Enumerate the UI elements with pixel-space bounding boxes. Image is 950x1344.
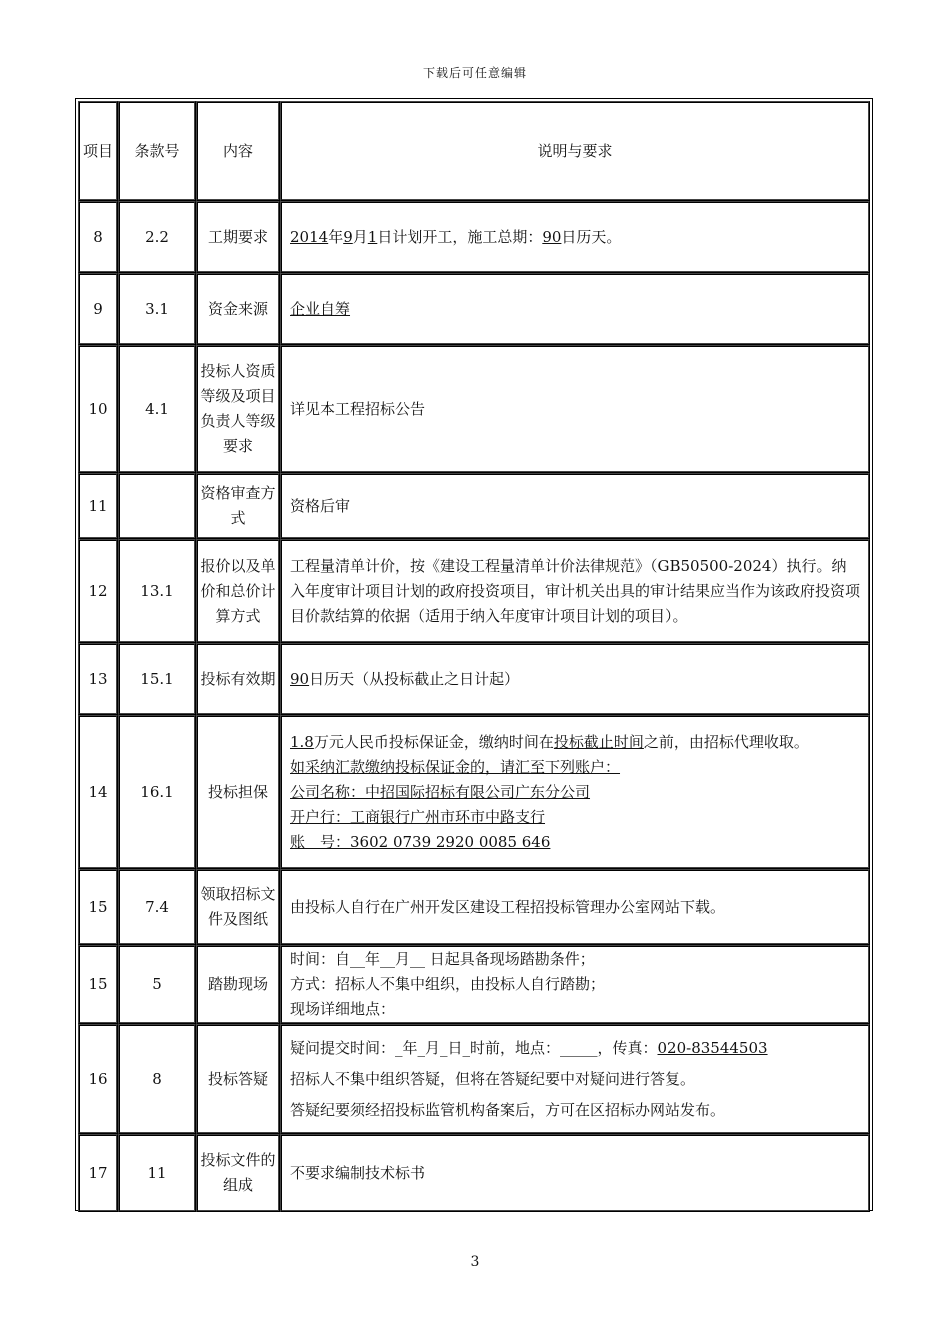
row-clause: 3.1 xyxy=(118,273,196,345)
row-clause: 13.1 xyxy=(118,539,196,643)
text-year: 年 xyxy=(328,227,344,246)
header-item xyxy=(78,101,118,201)
table-row xyxy=(78,715,870,869)
header-content: 内容 xyxy=(196,101,280,201)
page-header: 下载后可任意编辑 xyxy=(422,66,527,80)
table-row xyxy=(78,1134,870,1212)
survey-time: 时间：自__年__月__ 日起具备现场踏勘条件； xyxy=(290,950,595,968)
answer-method: 招标人不集中组织答疑，但将在答疑纪要中对疑问进行答复。 xyxy=(290,1069,696,1088)
validity-days: 90 xyxy=(290,669,310,688)
validity-text: 日历天（从投标截止之日计起） xyxy=(309,669,520,688)
row-item: 16 xyxy=(78,1024,118,1134)
table-row xyxy=(78,869,870,945)
row-clause: 7.4 xyxy=(118,869,196,945)
fax-number: 020-83544503 xyxy=(657,1038,768,1057)
question-submit-line xyxy=(290,1036,860,1061)
row-content: 投标答疑 xyxy=(196,1024,280,1134)
total-days: 90 xyxy=(542,227,562,246)
table-row xyxy=(78,1024,870,1134)
bank-name: 开户行：工商银行广州市环市中路支行 xyxy=(290,807,546,826)
row-item: 10 xyxy=(78,345,118,473)
page-number: 3 xyxy=(470,1254,480,1270)
row-clause: 15.1 xyxy=(118,643,196,715)
row-item: 14 xyxy=(78,715,118,869)
header-clause: 条款号 xyxy=(118,101,196,201)
guarantee-amount: 1.8 xyxy=(290,732,314,751)
table-header-row xyxy=(78,101,870,201)
guarantee-line xyxy=(290,730,860,755)
row-clause: 16.1 xyxy=(118,715,196,869)
bid-info-table-frame xyxy=(75,98,873,1211)
header-desc: 说明与要求 xyxy=(280,101,870,201)
deadline-text: 投标截止时间 xyxy=(553,732,644,751)
row-desc: 详见本工程招标公告 xyxy=(280,345,870,473)
account-number: 账 号：3602 0739 2920 0085 646 xyxy=(290,832,551,851)
survey-location: 现场详细地点： xyxy=(290,1000,396,1018)
table-row xyxy=(78,345,870,473)
row-content: 报价以及单价和总价计算方式 xyxy=(196,539,280,643)
row-item: 13 xyxy=(78,643,118,715)
row-clause: 2.2 xyxy=(118,201,196,273)
company-name: 公司名称：中招国际招标有限公司广东分公司 xyxy=(290,782,591,801)
row-desc: 工程量清单计价，按《建设工程量清单计价法律规范》（GB50500-2024）执行。纳入年度审计项目计划的政府投资项目，审计机关出具的审计结果应当作为该政府投资项目价款结算的依据（适用于纳入年度审计项目计划的项目）。 xyxy=(280,539,870,643)
row-content: 资金来源 xyxy=(196,273,280,345)
row-content: 资格审查方式 xyxy=(196,473,280,539)
row-content: 领取招标文件及图纸 xyxy=(196,869,280,945)
start-day: 1 xyxy=(367,227,378,246)
answer-publish: 答疑纪要须经招投标监管机构备案后，方可在区招标办网站发布。 xyxy=(290,1100,726,1119)
row-desc: 不要求编制技术标书 xyxy=(280,1134,870,1212)
row-item: 11 xyxy=(78,473,118,539)
row-item: 15 xyxy=(78,945,118,1024)
row-desc xyxy=(280,945,870,1024)
row-desc xyxy=(280,1024,870,1134)
remit-note: 如采纳汇款缴纳投标保证金的，请汇至下列账户： xyxy=(290,757,621,776)
text-month: 月 xyxy=(352,227,368,246)
guarantee-text-2: 之前，由招标代理收取。 xyxy=(643,732,809,751)
start-month: 9 xyxy=(343,227,353,246)
row-desc xyxy=(280,273,870,345)
header-item-text: 项目 xyxy=(82,141,113,160)
row-item: 15 xyxy=(78,869,118,945)
table-row xyxy=(78,201,870,273)
table-row xyxy=(78,473,870,539)
row-content: 投标文件的组成 xyxy=(196,1134,280,1212)
row-desc xyxy=(280,201,870,273)
funding-source: 企业自筹 xyxy=(290,299,351,318)
row-desc: 资格后审 xyxy=(280,473,870,539)
row-clause: 8 xyxy=(118,1024,196,1134)
table-row xyxy=(78,273,870,345)
guarantee-text-1: 万元人民币投标保证金，缴纳时间在 xyxy=(313,732,554,751)
row-clause: 5 xyxy=(118,945,196,1024)
row-item: 12 xyxy=(78,539,118,643)
survey-method: 方式：招标人不集中组织，由投标人自行踏勘； xyxy=(290,975,606,993)
row-clause xyxy=(118,473,196,539)
text-days: 日历天。 xyxy=(561,227,622,246)
row-desc xyxy=(280,643,870,715)
table-row xyxy=(78,643,870,715)
bid-info-table xyxy=(78,101,870,1212)
row-content: 投标担保 xyxy=(196,715,280,869)
start-year: 2014 xyxy=(290,227,329,246)
row-desc xyxy=(280,715,870,869)
row-item: 8 xyxy=(78,201,118,273)
question-submit-text: 疑问提交时间：_年_月_日_时前，地点：_____，传真： xyxy=(290,1038,658,1057)
table-row xyxy=(78,945,870,1024)
row-content: 投标有效期 xyxy=(196,643,280,715)
text-start: 日计划开工，施工总期： xyxy=(377,227,543,246)
row-clause: 11 xyxy=(118,1134,196,1212)
row-item: 17 xyxy=(78,1134,118,1212)
table-row xyxy=(78,539,870,643)
row-content: 踏勘现场 xyxy=(196,945,280,1024)
row-desc: 由投标人自行在广州开发区建设工程招投标管理办公室网站下载。 xyxy=(280,869,870,945)
row-content: 工期要求 xyxy=(196,201,280,273)
row-clause: 4.1 xyxy=(118,345,196,473)
row-item: 9 xyxy=(78,273,118,345)
row-content: 投标人资质等级及项目负责人等级要求 xyxy=(196,345,280,473)
